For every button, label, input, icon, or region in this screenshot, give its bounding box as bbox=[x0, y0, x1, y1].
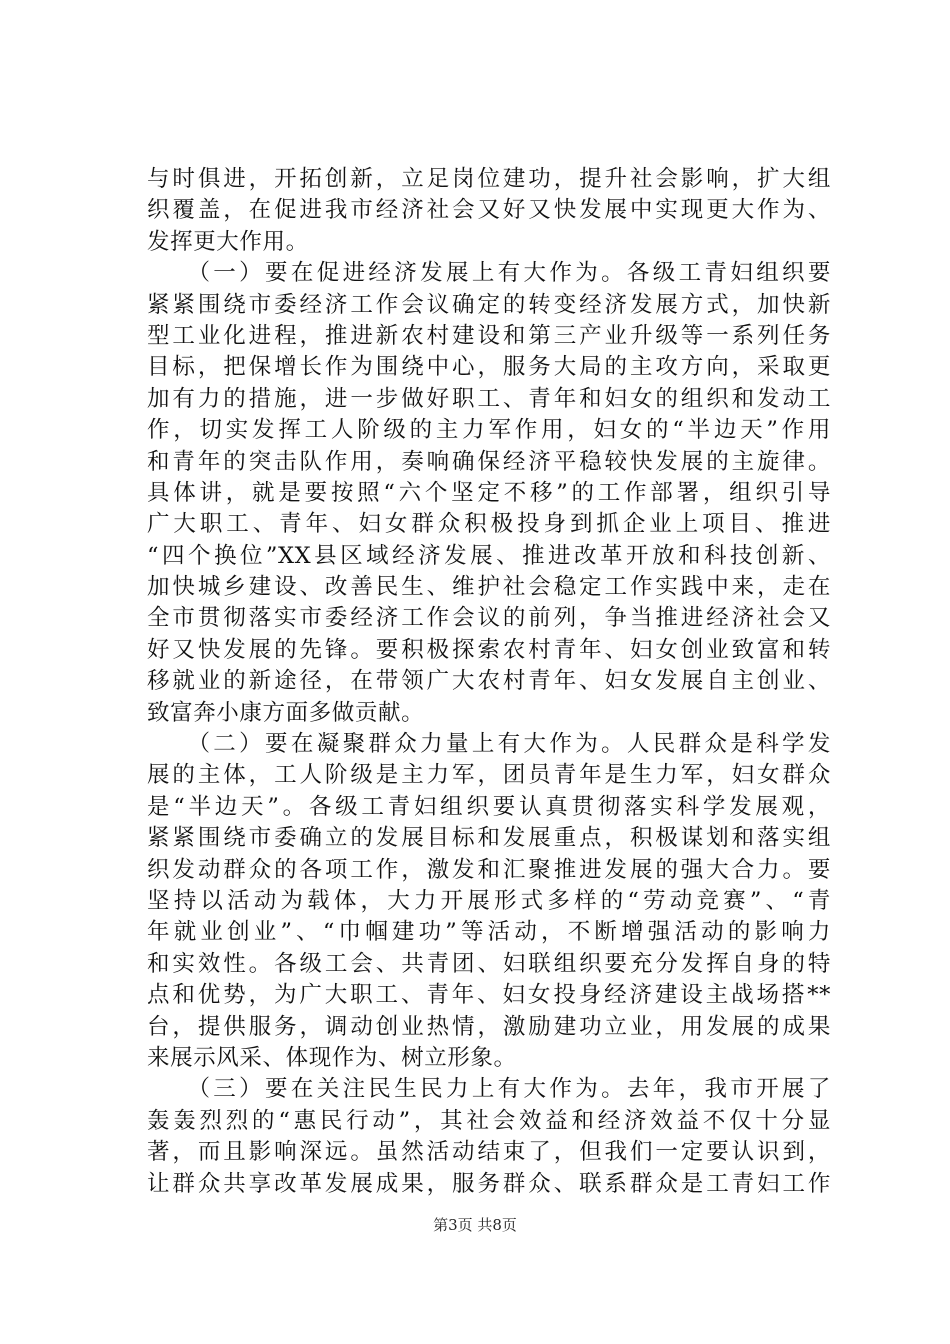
text-line: 发挥更大作用。 bbox=[147, 228, 309, 255]
text-line: 坚持以活动为载体，大力开展形式多样的“劳动竞赛”、“青 bbox=[147, 887, 831, 914]
text-line: 紧紧围绕市委经济工作会议确定的转变经济发展方式，加快新 bbox=[147, 291, 831, 318]
text-line: 点和优势，为广大职工、青年、妇女投身经济建设主战场搭** bbox=[147, 982, 831, 1009]
text-line: （一）要在促进经济发展上有大作为。各级工青妇组织要 bbox=[147, 260, 831, 287]
text-line: 年就业创业”、“巾帼建功”等活动，不断增强活动的影响力 bbox=[147, 919, 831, 946]
text-line: 具体讲，就是要按照“六个坚定不移”的工作部署，组织引导 bbox=[147, 479, 831, 506]
text-line: 是“半边天”。各级工青妇组织要认真贯彻落实科学发展观， bbox=[147, 793, 831, 820]
text-line: 移就业的新途径，在带领广大农村青年、妇女发展自主创业、 bbox=[147, 668, 831, 695]
text-line: 与时俱进，开拓创新，立足岗位建功，提升社会影响，扩大组 bbox=[147, 166, 831, 192]
text-line: 好又快发展的先锋。要积极探索农村青年、妇女创业致富和转 bbox=[147, 636, 831, 663]
text-line: “四个换位”XX县区域经济发展、推进改革开放和科技创新、 bbox=[147, 542, 831, 569]
text-line: 全市贯彻落实市委经济工作会议的前列，争当推进经济社会又 bbox=[147, 605, 831, 632]
text-line: 加有力的措施，进一步做好职工、青年和妇女的组织和发动工 bbox=[147, 385, 831, 412]
text-line: 织发动群众的各项工作，激发和汇聚推进发展的强大合力。要 bbox=[147, 856, 831, 883]
text-line: 著，而且影响深远。虽然活动结束了，但我们一定要认识到， bbox=[147, 1139, 831, 1166]
text-line: （二）要在凝聚群众力量上有大作为。人民群众是科学发 bbox=[147, 731, 831, 758]
text-line: 展的主体，工人阶级是主力军，团员青年是生力军，妇女群众 bbox=[147, 762, 831, 789]
text-line: 加快城乡建设、改善民生、维护社会稳定工作实践中来，走在 bbox=[147, 574, 831, 601]
text-line: 和实效性。各级工会、共青团、妇联组织要充分发挥自身的特 bbox=[147, 950, 831, 977]
text-line: （三）要在关注民生民力上有大作为。去年，我市开展了 bbox=[147, 1076, 831, 1103]
text-line: 作，切实发挥工人阶级的主力军作用，妇女的“半边天”作用 bbox=[147, 417, 831, 444]
text-line: 来展示风采、体现作为、树立形象。 bbox=[147, 1044, 517, 1071]
text-line: 让群众共享改革发展成果，服务群众、联系群众是工青妇工作 bbox=[147, 1170, 831, 1197]
page-footer: 第3页 共8页 bbox=[433, 1216, 517, 1234]
text-line: 目标，把保增长作为围绕中心，服务大局的主攻方向，采取更 bbox=[147, 354, 831, 381]
text-line: 轰轰烈烈的“惠民行动”，其社会效益和经济效益不仅十分显 bbox=[147, 1107, 831, 1134]
text-line: 织覆盖，在促进我市经济社会又好又快发展中实现更大作为、 bbox=[147, 197, 831, 224]
text-line: 紧紧围绕市委确立的发展目标和发展重点，积极谋划和落实组 bbox=[147, 825, 831, 852]
text-line: 台，提供服务，调动创业热情，激励建功立业，用发展的成果 bbox=[147, 1013, 831, 1040]
text-line: 广大职工、青年、妇女群众积极投身到抓企业上项目、推进 bbox=[147, 511, 831, 538]
body-text bbox=[147, 164, 831, 1200]
text-line: 和青年的突击队作用，奏响确保经济平稳较快发展的主旋律。 bbox=[147, 448, 831, 475]
text-line: 型工业化进程，推进新农村建设和第三产业升级等一系列任务 bbox=[147, 322, 831, 349]
text-line: 致富奔小康方面多做贡献。 bbox=[147, 699, 425, 726]
